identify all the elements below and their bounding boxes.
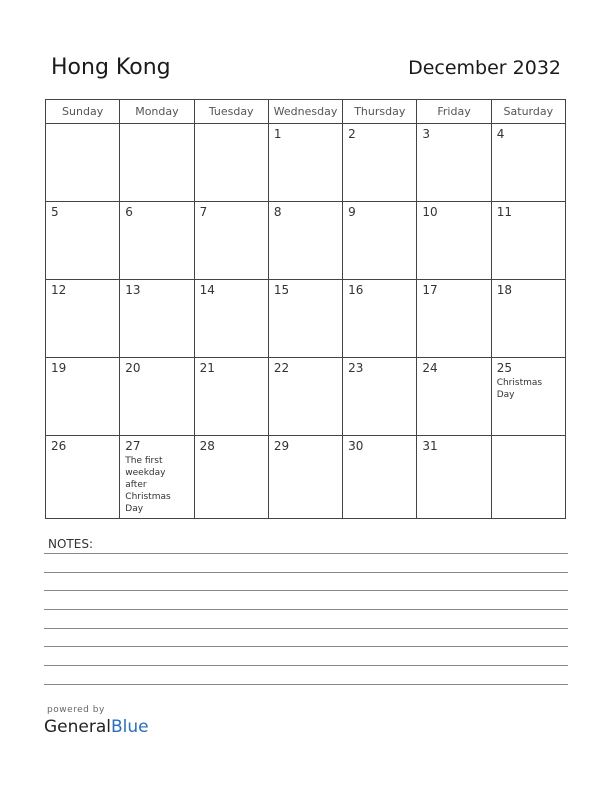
day-number: 16 xyxy=(348,283,364,297)
day-number: 31 xyxy=(422,439,438,453)
day-cell xyxy=(120,124,194,202)
day-cell xyxy=(343,124,417,202)
day-cell xyxy=(120,202,194,280)
day-number: 6 xyxy=(125,205,133,219)
day-number: 29 xyxy=(273,439,290,453)
note-line xyxy=(44,684,568,685)
day-cell xyxy=(491,280,565,358)
day-number: 5 xyxy=(51,205,59,219)
day-number: 26 xyxy=(51,439,67,453)
day-number: 1 xyxy=(273,127,282,141)
day-number: 22 xyxy=(273,361,290,375)
calendar-region-title: Hong Kong xyxy=(51,55,171,80)
day-number: 11 xyxy=(496,205,512,219)
note-line xyxy=(44,553,568,554)
calendar-body xyxy=(46,124,566,519)
day-cell xyxy=(194,124,268,202)
day-cell xyxy=(46,436,120,519)
weekday-header: Friday xyxy=(417,100,491,124)
day-cell xyxy=(268,358,342,436)
weekday-header: Tuesday xyxy=(194,100,268,124)
day-number: 7 xyxy=(199,205,208,219)
day-cell xyxy=(491,436,565,519)
week-row xyxy=(46,124,566,202)
weekday-header: Sunday xyxy=(46,100,120,124)
calendar-grid xyxy=(45,99,566,519)
day-number: 21 xyxy=(199,361,215,375)
logo-general-text: General xyxy=(44,717,111,737)
day-number: 9 xyxy=(348,205,356,219)
day-cell xyxy=(491,358,565,436)
day-cell xyxy=(343,358,417,436)
day-cell xyxy=(343,202,417,280)
note-line xyxy=(44,590,568,591)
day-number: 4 xyxy=(496,127,505,141)
week-row xyxy=(46,358,566,436)
day-cell xyxy=(194,280,268,358)
day-cell xyxy=(120,280,194,358)
note-line xyxy=(44,665,568,666)
day-number: 14 xyxy=(199,283,215,297)
day-cell xyxy=(417,436,491,519)
day-cell xyxy=(120,436,194,519)
weekday-header: Monday xyxy=(120,100,194,124)
note-line xyxy=(44,628,568,629)
day-cell xyxy=(46,202,120,280)
day-cell xyxy=(417,280,491,358)
day-number: 12 xyxy=(51,283,67,297)
day-number: 24 xyxy=(422,361,438,375)
weekday-header-row xyxy=(46,100,566,124)
day-number: 19 xyxy=(51,361,67,375)
day-number: 13 xyxy=(125,283,141,297)
day-cell xyxy=(417,358,491,436)
note-line xyxy=(44,609,568,610)
holiday-label: Christmas Day xyxy=(496,378,543,400)
powered-by-text: powered by xyxy=(47,705,105,715)
day-number: 17 xyxy=(422,283,438,297)
day-cell xyxy=(194,358,268,436)
day-cell xyxy=(120,358,194,436)
notes-label: NOTES: xyxy=(48,537,93,551)
day-number: 10 xyxy=(422,205,438,219)
day-number: 28 xyxy=(199,439,215,453)
logo-blue-text: Blue xyxy=(111,717,149,737)
day-cell xyxy=(268,202,342,280)
day-cell xyxy=(343,280,417,358)
day-cell xyxy=(268,436,342,519)
day-number: 18 xyxy=(496,283,512,297)
day-number: 20 xyxy=(125,361,141,375)
day-number: 25 xyxy=(496,361,512,375)
day-cell xyxy=(46,280,120,358)
day-cell xyxy=(491,202,565,280)
day-cell xyxy=(46,124,120,202)
day-number: 15 xyxy=(273,283,290,297)
day-number: 2 xyxy=(348,127,356,141)
day-number: 27 xyxy=(125,439,141,453)
weekday-header: Wednesday xyxy=(268,100,342,124)
week-row xyxy=(46,280,566,358)
day-cell xyxy=(417,202,491,280)
day-cell xyxy=(268,124,342,202)
day-cell xyxy=(268,280,342,358)
week-row xyxy=(46,202,566,280)
week-row xyxy=(46,436,566,519)
note-line xyxy=(44,572,568,573)
day-cell xyxy=(194,436,268,519)
day-cell xyxy=(194,202,268,280)
day-number: 3 xyxy=(422,127,431,141)
day-cell xyxy=(46,358,120,436)
day-number: 8 xyxy=(273,205,282,219)
day-number: 23 xyxy=(348,361,364,375)
weekday-header: Thursday xyxy=(343,100,417,124)
day-cell xyxy=(417,124,491,202)
generalblue-logo xyxy=(44,717,149,737)
calendar-month-title: December 2032 xyxy=(408,57,561,79)
day-number: 30 xyxy=(348,439,364,453)
day-cell xyxy=(343,436,417,519)
day-cell xyxy=(491,124,565,202)
holiday-label: The first weekday after Christmas Day xyxy=(125,456,171,514)
weekday-header: Saturday xyxy=(491,100,565,124)
note-line xyxy=(44,646,568,647)
